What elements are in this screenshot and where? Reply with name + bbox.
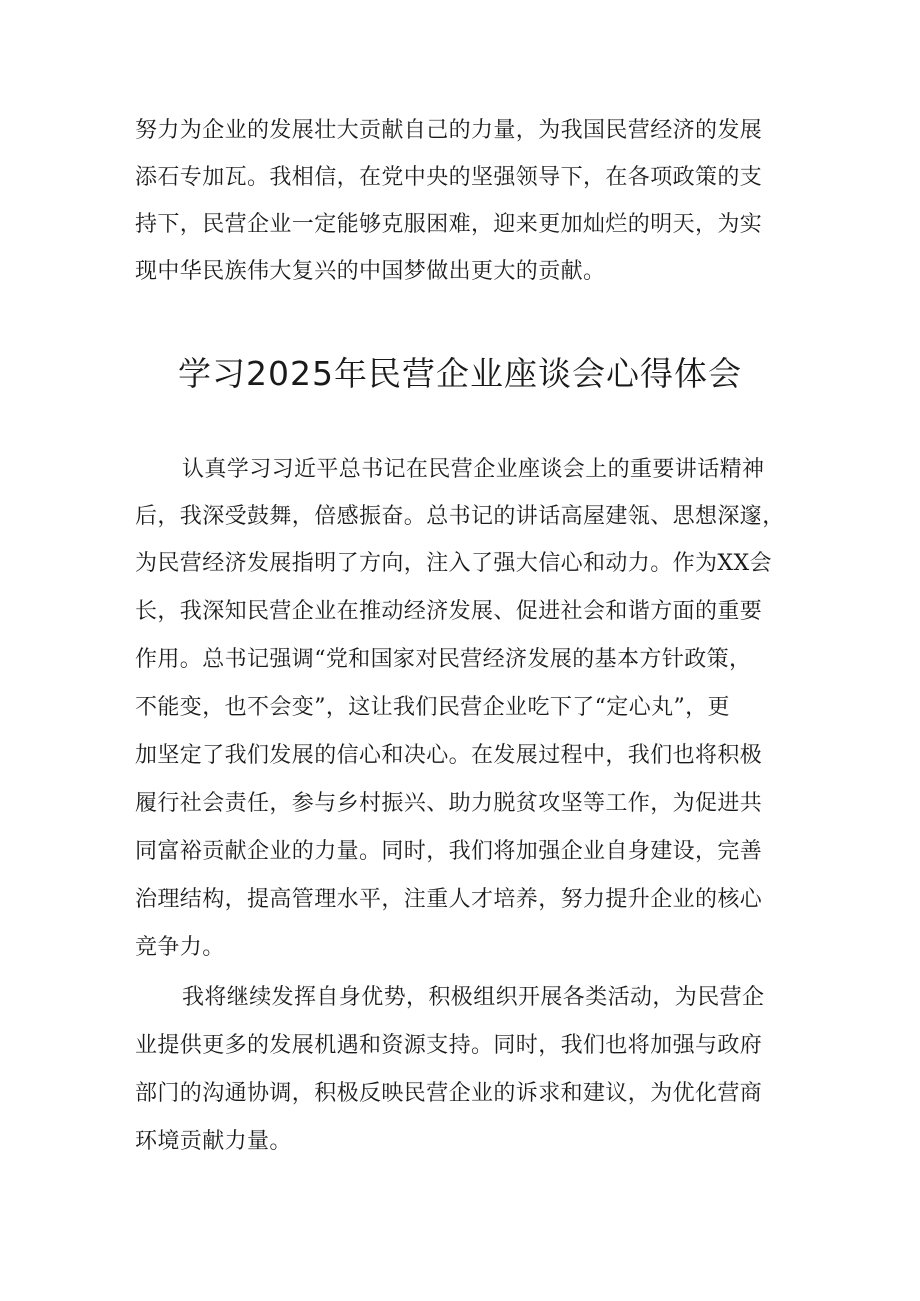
paragraph-line: 履行社会责任，参与乡村振兴、助力脱贫攻坚等工作，为促进共 [135,791,763,816]
paragraph-line: 同富裕贡献企业的力量。同时，我们将加强企业自身建设，完善 [135,839,763,864]
paragraph-line: 长，我深知民营企业在推动经济发展、促进社会和谐方面的重要 [135,599,763,624]
paragraph-line: 认真学习习近平总书记在民营企业座谈会上的重要讲话精神 [182,457,765,482]
paragraph-line: 我将继续发挥自身优势，积极组织开展各类活动，为民营企 [182,985,765,1010]
paragraph-line: 竞争力。 [135,935,225,960]
document-title: 学习2025年民营企业座谈会心得体会 [178,354,742,393]
paragraph-line: 部门的沟通协调，积极反映民营企业的诉求和建议，为优化营商 [135,1081,763,1106]
paragraph-line: 不能变，也不会变”，这让我们民营企业吃下了“定心丸”，更 [135,695,730,720]
paragraph-line: 努力为企业的发展壮大贡献自己的力量，为我国民营经济的发展 [135,118,763,143]
paragraph-line: 为民营经济发展指明了方向，注入了强大信心和动力。作为XX会 [135,551,772,576]
paragraph-line: 后，我深受鼓舞，倍感振奋。总书记的讲话高屋建瓴、思想深邃， [135,504,785,529]
paragraph-line: 现中华民族伟大复兴的中国梦做出更大的贡献。 [135,259,606,284]
paragraph-line: 治理结构，提高管理水平，注重人才培养，努力提升企业的核心 [135,887,763,912]
paragraph-line: 加坚定了我们发展的信心和决心。在发展过程中，我们也将积极 [135,743,763,768]
paragraph-line: 业提供更多的发展机遇和资源支持。同时，我们也将加强与政府 [135,1033,763,1058]
paragraph-line: 持下，民营企业一定能够克服困难，迎来更加灿烂的明天，为实 [135,212,763,237]
paragraph-line: 添石专加瓦。我相信，在党中央的坚强领导下，在各项政策的支 [135,165,763,190]
paragraph-line: 环境贡献力量。 [135,1129,292,1154]
paragraph-line: 作用。总书记强调“党和国家对民营经济发展的基本方针政策， [135,647,752,672]
